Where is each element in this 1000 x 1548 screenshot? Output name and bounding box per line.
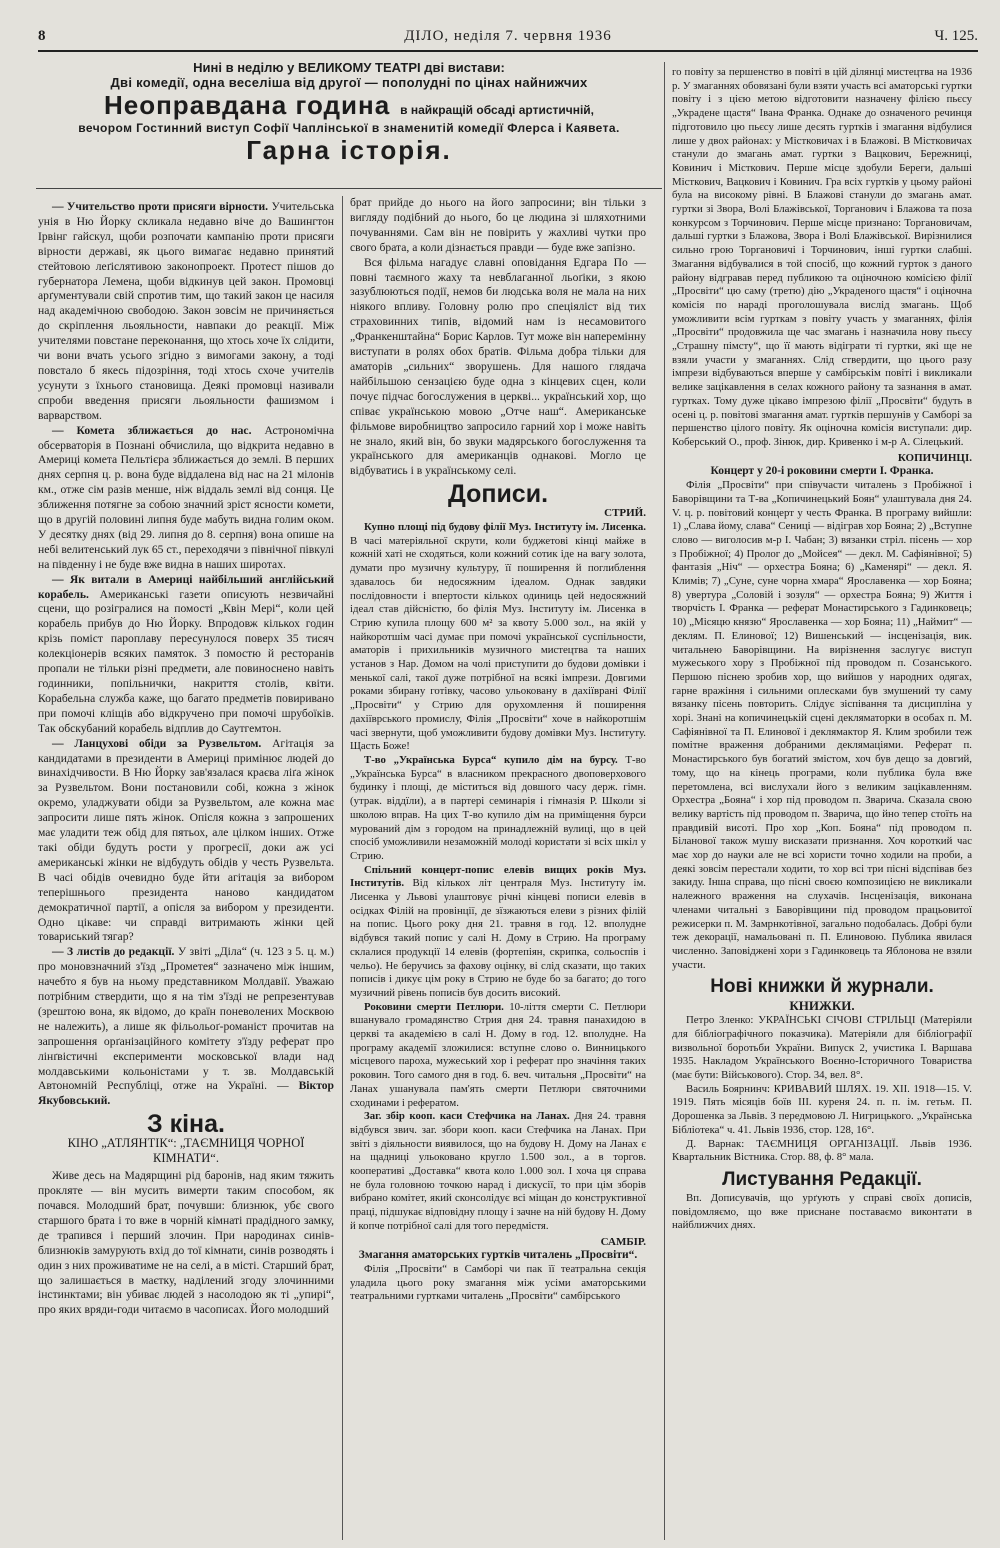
ad-play2-title: Гарна історія.	[246, 135, 452, 165]
report-bursa	[350, 754, 646, 864]
issue-number: Ч. 125.	[934, 28, 978, 44]
article-oath-lead: — Учительство проти присяги вірности.	[52, 200, 269, 213]
report-franko-concert-text: Філія „Просвіти“ при співучасти читалень з Пробіжної і Баворівщини та Т-ва „Копичинецький Боян“ улаштувала дня 24. V. ц. р. повітовий концерт у честь Франка. В програму вийшли: 1) „Слава йому, слава“ Сениці — відіграв хор Бояна; 2) „Вступне слово — виголосив м-р І. Чабан; 3) вязанки стріл. пісень — хор з Пробіжної; 4) Пролог до „Мойсея“ — декл. М. Сафіянівної; 5) фантазія „Ніч“ — орхестра Бояна; 6) „Каменярі“ — декл. Я. Климів; 7) „Суне, суне чорна хмара“ Ярославенка — хор Бояна; 8) увертура „Соловій і зозуля“ — орхестра Бояна; 9) Життя і творчість І. Франка — реферат Монастирського з Гадинковець; 10) „Місяцю князю“ Ярославенка — хор Бояна; 11) „Наймит“ — деклям. П. Елинової; 12) Вишенський — інсценізація, вик. читальнею Баворівщини. На вирізнення заслугує виступ мужеського хору з Пробіжної під проводом п. Созанського. Першою піснею зробив хор, що вийшов у народних одягах, гарне вражіння і сильними оплесками був змушений ту саму вязанку пісень повторить. Слідує зіспівання та дисципліна у хорі. Знані на копичинецькій сцені декляматорки в особах п. М. Сафіянівної та П. Елинової і деклямактор Я. Клим зробили теж помітне враження добраними деклямаціями. Реферат п. Монастирського був богатий змістом, хоч був дещо за довгий, тому, що на кінець програми, коли публика була вже перетомлена, всі вислухали його з великим зацікавленням. Орхестра „Бояна“ і хор під проводом п. Зварича. Сказала свою велику вартість під проводом п. Зварича, що йно тепер стоїть на правдивій висоті. Про хор „Коп. Бояна“ під проводом п. Біланової також мушу висказати признання. Хоч короткий час має хор до науки але не всі хористи точно ходили на проби, а деякі зовсім перестали ходити, то хор всі три пісні відспівав без закиду. Інша справа, що пісні своєю композицією не викликали належного враження на слухачів. Інсценізація, виконана членами читальні з Баворівщини під проводом працьовитої режисерки п. М. Замрнкотівної, загально подобалась. Добрі були теж декорації, намальовані п. П. Елиновою. Публика явилася численно. Заповіджені хори з Гадинковець та Яблонова не взяли участи.	[672, 479, 972, 971]
report-bursa-text: Т-во „Українська Бурса“ в власником прекрасного двоповерхового будинку і площі, де міститься від довшого часу держ. гімн. (утрак. віддїли), а в партері семинарія і гімназія Р. Школи зі школою вправ. На цих Т-во купило дім на приміщення бурси мурований дім з городом на принадлежній вулиці, що в цей спосіб уможливили незаможній молоді користати зі всіх шкіл у Стрию.	[350, 753, 646, 862]
cinema-review-title: КІНО „АТЛЯНТІК“: „ТАЄМНИЦЯ ЧОРНОЇ КІМНАТИ“.	[67, 1136, 305, 1166]
ad-play1-note: в найкращій обсаді артистичній,	[400, 103, 595, 117]
column-rule-1	[342, 196, 343, 1540]
report-coop-text: Дня 24. травня відбувся звич. заг. збори кооп. каси Стефчика на Ланах. При звіті з діяльности виявилося, що на будову Н. Дому на Ланах є на щадниці ульоковано кругло 1.500 зол., а в торгов. кооперативі „Доставка“ квота коло 1.000 зол. І хоча ця справа не була головною точкою нарад і дискусії, то при цім зборів вибрано комітет, який сконсолідує всі міщан до конструктивної праці, підшукає відповідну площу і зачне на ній будову Н. Дому й копче потрібної салі для того передмістя.	[350, 1110, 646, 1232]
report-petliura	[350, 1001, 646, 1111]
ad-line-2: Дві комедії, одна веселіша від другої — пополудні по цінах найнижчих	[110, 75, 588, 90]
report-bursa-title: Т-во „Українська Бурса“ купило дім на бурсу.	[364, 753, 618, 766]
article-letter-lead: — З листів до редакції.	[52, 945, 175, 959]
article-ship-text: Американські газети описують незвичайні сцени, що розігралися на помості „Квін Мері“, коли цей корабель прибув до Ню Йорку. Впродовж кількох годин крізь поміст пароплаву пересунулося поверх 35 тисяч колекціонерів всяких памяток. З помостю й ресторанів пропали не тільки різні предмети, але повиноснено навіть годинники, попільнички, накриття столів, квіти. Корабельна служба каже, що багато предметів повиривано при помочі кліщів або відкручено при помочі шрубоїків. Так обскубаний корабель відплив до Саутгемтон.	[38, 587, 334, 735]
article-ship	[38, 573, 334, 737]
book-entry-3: Д. Варнак: ТАЄМНИЦЯ ОРГАНІЗАЦІЇ. Львів 1936. Квартальник Вістника. Стор. 88, ф. 8° мала.	[672, 1137, 972, 1164]
report-petliura-text: 10-ліття смерти С. Петлюри вшанувало громадянство Стрия дня 24. травня панахидою в церкві та академією в салі Н. Дому в год. 12. вполудне. На програму академії зложилися: вступне слово о. Винницького місцевого пароха, мужеський хор і реферат про значіння таких роковин. Того самого дня в год. 6. веч. читальня „Просвіти“ на Ланах ушанувала пам'ять смерти Петлюри святочними сходинами і рефератом.	[350, 1000, 646, 1109]
masthead	[38, 28, 978, 52]
column-rule-2	[664, 62, 665, 1540]
place-sambir: САМБІР.	[600, 1235, 646, 1248]
ad-overlap-spacer	[350, 66, 646, 196]
article-oath	[38, 200, 334, 424]
article-letter-signature: Віктор Якубовський.	[38, 1079, 334, 1108]
report-coop	[350, 1110, 646, 1233]
article-dinners	[38, 737, 334, 946]
article-oath-text: Учительська унія в Ню Йорку скликала недавно віче до Вашингтон Ірвінг гайскул, щоби розпочати кампанію проти присяги вірности державі, як цього вимагає недавно принятий стейтовою леґіслятивою законопроект. Протест пішов до губернатора Лемена, щоби відкинув цей закон. Промовці арґументували свій спротив тим, що такий закон це насиля над академічною свободою. Закон зовсім не причиняється до скріплення льояльности, навпаки до реакції. Між учителями повстане переконання, що хтось хоче їх слідити, чи вони вчать усього згідно з вимогами закону, а тоді повстало б якесь підозріння, тоді хтось схоче учителів усунути з їхнього становища. Деякі промовці називали спроби введення присяги льояльности фашизмом і варварством.	[38, 200, 334, 422]
report-land-purchase	[350, 521, 646, 754]
report-concert-text: Від кількох літ централя Муз. Інституту ім. Лисенка у Львові улаштовує річні кінцеві пописи елевів в осідках Філій на провінції, де зїзжаються елеви з різних філій на попис. Цього року дня 21. травня в год. 12. вполудне відбувся такий попис у салі Н. Дому в Стрию. На програму склалися продукції 14 елевів (фортепіян, скрипка, сольоспів і чельо). Не беручись за фахову оцінку, ві слід сказати, що таких пописів і дикує цім року в Стрию не буде бо за багато; до того музичний рівень пописів був досить високий.	[350, 877, 646, 999]
article-letter-text: У звіті „Діла“ (ч. 123 з 5. ц. м.) про моновзначний з'їзд „Прометея“ зазначено між іншим, начебто я був на ньому представником Молдавії. Уважаю потрібним ствердити, що я на тім з'їзді не репрезентував (зрештою вона, як відомо, до країн поневолених Москвою не належить), а лише як фільольоґ-романіст прочитав на запрошення орґанізаційного комітету з'їзду реферат про лінґвістичні експерименти московської влади над молдавськими кольоністами у т. зв. Молдавській Автономній Республіці, отже на Україні. —	[38, 945, 334, 1093]
section-header-letters: Листування Редакції.	[722, 1168, 922, 1190]
article-dinners-text: Агітація за кандидатами в президенти в Америці примінює людей до винахідчивости. В Ню Йорку зав'язалася краєва ліґа жінок за Рузвельтом. Вони постановили собі, кожна з жінок окремо, уладжувати обіди за Рузвельтом, але кожна має запросити лише пять жінок. Опісля кожна з запрошених має уладити теж обід для пятьох, але цілком інших. Отже такі обіди будуть рости у прогресії, доки аж усі американські жінки не відбудуть обідів у честь Рузвельта. В часі обідів очевидно буде йти агітація за вибором теперішнього президента наново кандидатом демократичної партії, а опісля за вибором у президенти. Одно цікаве: чи справді витримають жінки цей товариський тягар?	[38, 736, 334, 944]
report-concert	[350, 864, 646, 1001]
article-comet-lead: — Комета зближається до нас.	[52, 423, 252, 437]
article-dinners-lead: — Ланцухові обіди за Рузвельтом.	[52, 736, 262, 750]
report-franko-concert-title: Концерт у 20-і роковини смерти І. Франка.	[710, 465, 934, 478]
article-ship-lead: — Як витали в Америці найбільший англійський корабель.	[38, 572, 334, 601]
section-header-books: Нові книжки й журнали.	[710, 976, 934, 998]
article-comet-text: Астрономічна обсерваторія в Познані обчислила, що відкрита недавно в Америці комета Пельтієра зближається до землі. В перших днях серпня ц. р. вона буде віддалена від нас на 21 мілонів км., отже сім разів менше, ніж віддаль землі від сонця. Це зближення потягне за собою значний зріст ясности комети, що в другій половині липня буде мабуть видна голим оком. У десятку днях (від 29. липня до 8. серпня) вона опише на небі велитенський лук 65 ст., переходячи з північної півкулі на південну і не буде вже видна в наших широтах.	[38, 423, 334, 571]
report-coop-title: Заг. збір кооп. каси Стефчика на Ланах.	[364, 1110, 570, 1123]
report-competition-title: Змагання аматорських гуртків читалень „Просвіти“.	[358, 1249, 638, 1262]
ad-line-4: вечором Гостинний виступ Софії Чаплінської в знаменитій комедії Флерса і Каявета.	[78, 121, 620, 135]
section-header-reports: Дописи.	[447, 480, 549, 509]
report-competition-continued: го повіту за першенство в повіті в цій ділянці мистецтва на 1936 р. У змаганнях обовязані були взяти участь всі аматорські гуртки повіту і з цією метою відготовити назначену філією пьєсу „Украдене щастя“ Івана Франка. Однаке до означеного речинця підготовило цю пьєсу лише десять гуртків і змагання відбулися лише у двох районах: у Містковичах і в Блажові. В Містковичах станули до змагань амат. гуртки з Вацкович, Бережниці, Ковинич і Місткович. Перше місце здобули Береги, дальші Місткович, Вацкович і Ковинич. Гра всіх гуртків у цьому районі була на високому рівні. В Блажові станули до змагань амат. гуртки зі Звора, Волі Блажівської, Торганович і Блажова та поза конкурсом з Торчинович. Перше місце признано: Торгановичам, дальші гуртки з Блажова, Звора і Волі Блажівської. Вирізнилися сильно грою Торгановичі і Торчинович, інші гуртки слабші. Змагання відбувалися в той спосіб, що кожний гурток з даного району відгравав перед публикою та оціночною комісією філії „Просвіти“ цю саму (третю) дію „Украденого щастя“ і оціночна комісія по нараді проголошувала вислід змагань. Щоб уможливити всім гурткам з повіту участь у змаганнях, філія „Просвіти“ продовжила ще час змагань і назначила нову пьєсу „Страшну пімсту“, що її мають відіграти ті гуртки, які ще не взяли участи у змаганнях. Слід ствердити, що цього разу імпрези відбуваються вперше у самбірськім повіті і викликали велике зацікавлення в селах кожного району та зазнання в амат. гуртках. Тому дуже цікаво імпрезою філії „Просвіти“ будуть в осені ц. р. повітові змагання амат. гуртків першунів у Самборі за першенство цілого повіту. Як оціночна комісія виступали: дир. Коберський О., проф. Зінюк, дир. Кривенко і м-р А. Сілецький.	[672, 66, 972, 448]
report-land-purchase-title: Купно площі під будову філії Муз. Інституту ім. Лисенка.	[364, 521, 646, 534]
column-3	[672, 66, 972, 1406]
section-header-cinema: З кіна.	[146, 1110, 225, 1139]
article-letter	[38, 945, 334, 1109]
ad-play1-title: Неоправдана година	[103, 90, 391, 120]
ad-line-1: Нині в неділю у ВЕЛИКОМУ ТЕАТРІ дві вистави:	[193, 60, 505, 75]
letters-text: Вп. Дописувачів, що урґують у справі своїх дописів, повідомляємо, що вже приснане поставаємо виконтати в найближчих днях.	[672, 1191, 972, 1232]
report-petliura-title: Роковини смерти Петлюри.	[364, 1000, 504, 1013]
books-subheader: КНИЖКИ.	[789, 998, 855, 1014]
place-stryi: СТРИЙ.	[604, 507, 646, 520]
cinema-review-text: Живе десь на Мадярщині рід баронів, над яким тяжить прокляте — він мусить вимерти таким способом, як почався. Молодший брат, почувши: близнюк, убє свого старшого брата і то вже в чорній кімнаті прадідного замку, де трапився і перший злочин. При народинах синів-близнюків замурують вхід до тої кімнати, синів розводять і один з них проживатиме не на селі, а в місті. Старший брат, що залишається в маєтку, наділений згоду злочинними інстинктами; він убиває людей з насолодою як ті „упирі“, про яких вряди-годи читаємо в часописах. Його молодший	[38, 1169, 334, 1317]
page-number: 8	[38, 28, 46, 44]
report-land-purchase-text: В часі матеріяльної скрути, коли буджетові кінці майже в кожній хаті не сходяться, коли кожний сотик іде на вагу золота, думати про музичну культуру, її поширення й поглиблення здавалось би недосяжним ідеалом. Однак завдяки послідовности і впертости кількох одиниць цей недосяжний ідеал став дійсністю, бо філія Муз. Інституту ім. Лисенка в Стрию купила площу 600 м² за квоту 5.000 зол., на якій у найкоротшім часі думає при помочі української суспільности, аматорів і прихильників музичного мистецтва та наших установ з Нар. Домом на чолі приступити до будови домівки і менької салі, такої дуже потрібної на всякі імпрези. Довгими роками збирану готівку, часово ульоковану в дахіїврані Філії „Просвіти“ у Стрию для орухомлення й поширення дахіїврського промислу, Філія „Просвіти“ хоче в найкоротшім часі звернути, щоб уможливити будову домівки Муз. Інституту. Щасть Боже!	[350, 534, 646, 753]
book-entry-1: Петро Зленко: УКРАЇНСЬКІ СІЧОВІ СТРІЛЬЦІ (Матеріяли для бібліографічного показчика). Матеріяли для бібліографії визвольної боротьби України. Випуск 2, учистика І. Варшава 1935. Накладом Українського Воєнно-Історичного Товариства (має бути: Військового). Стор. 34, вел. 8°.	[672, 1014, 972, 1082]
column-2	[350, 66, 646, 1406]
cinema-review-continued: брат прийде до нього на його запросини; він тільки з вигляду подібний до нього, бо це людина зі шляхотними почуваннями. Сам він не повірить у жахливі чутки про свого брата, а коли дізнається правди — буде вже запізно.	[350, 196, 646, 254]
place-kopychyntsi: КОПИЧИНЦІ.	[897, 451, 972, 464]
article-comet	[38, 424, 334, 573]
cinema-review-continued-2: Вся фільма нагадує славні оповідання Едгара По — повні таємного жаху та невблаганної льоґіки, з якою зазублюються події, немов би людська воля не мала на них ніякого впливу. Головну ролю про спеціяліст від тих страховинних типів, відомий нам із несамовитого „Франкенштайна“ Борис Карлов. Тут може він наперемінну виступати в ролях обох братів. Фільма добра тільки для аматорів „сильних“ зворушень. Для нашого глядача найбільшою сензацією буде одна з кінцевих сцен, коли почує підчас богослужения в церкві... український хор, що співає українською мовою „Отче наш“. Американське фільмове виробництво запросило гарний хор і може навіть не знало, який він, бо звуки мадярського богослуження та українського для американців однакові. Могло це відбуватись і в українському селі.	[350, 255, 646, 478]
newspaper-dateline: ДІЛО, неділя 7. червня 1936	[404, 28, 612, 44]
report-competition-text: Філія „Просвіти“ в Самборі чи пак її театральна секція уладила цього року змагання між усіми аматорськими театральними гуртками читалень „Просвіти“ самбірського	[350, 1263, 646, 1303]
book-entry-2: Василь Боярнинч: КРИВАВИЙ ШЛЯХ. 19. XII. 1918—15. V. 1919. Пять місяців боїв III. куреня 24. п. п. ім. гетьм. П. Дорошенка за Львів. З передмовою Л. Нигрицького. „Українська Бібліотека“ ч. 41. Львів 1936, стор. 128, 16°.	[672, 1082, 972, 1136]
column-1	[38, 200, 334, 1540]
report-concert-title: Спільний концерт-попис елевів вищих років Муз. Інститутів.	[350, 863, 646, 890]
